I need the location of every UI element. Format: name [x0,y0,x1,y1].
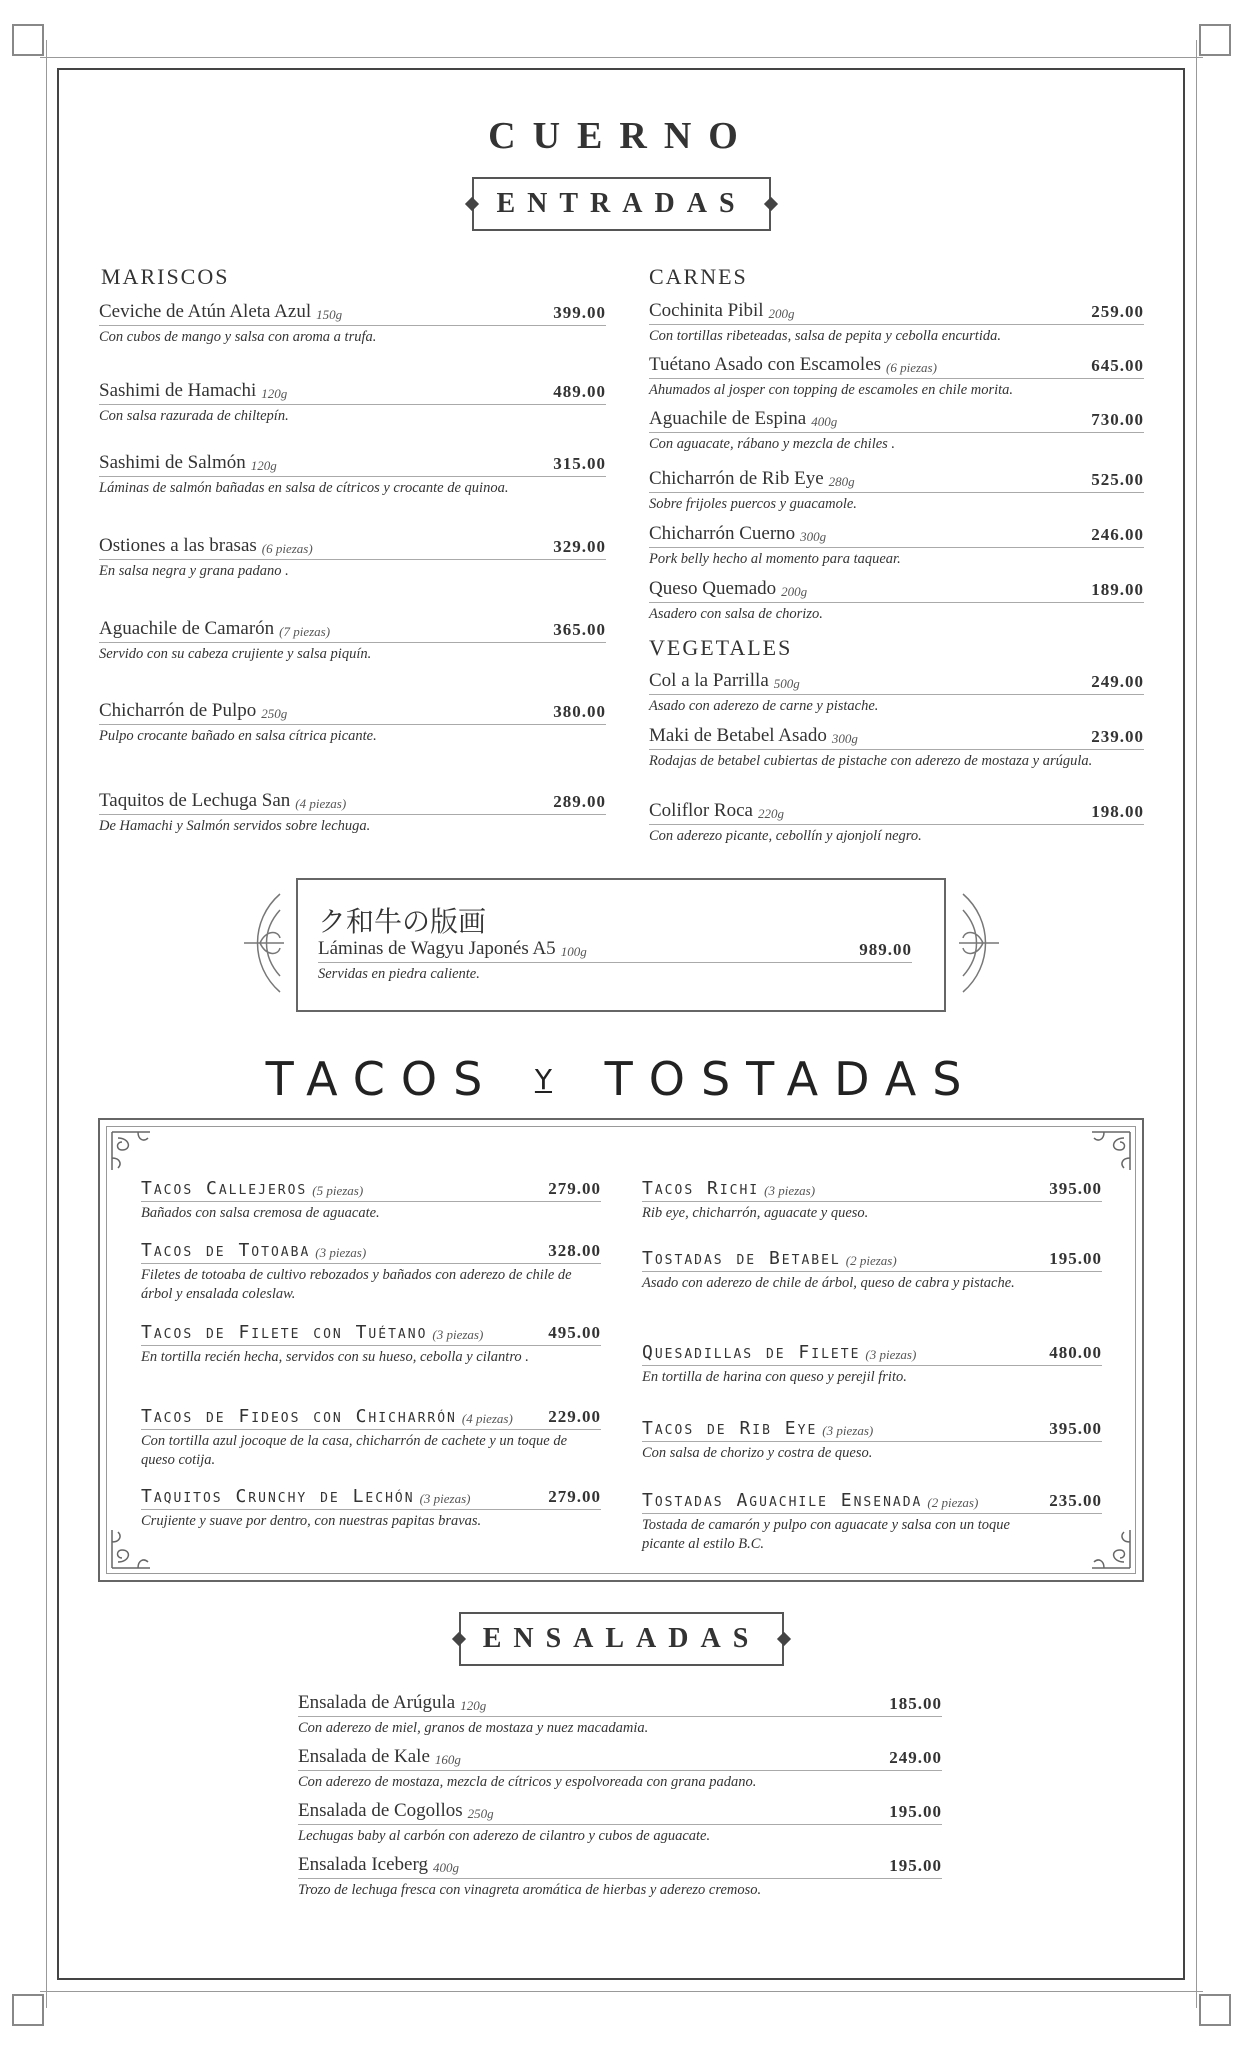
flourish-ornament-left [240,890,288,996]
carnes-item [649,468,1144,514]
item-weight: 500g [773,676,800,691]
carnes-item [649,408,1144,454]
item-price: 399.00 [553,303,606,322]
item-desc: Pulpo crocante bañado en salsa cítrica picante. [99,728,377,744]
ensaladas-title: ENSALADAS [459,1612,785,1666]
flourish-ornament-right [955,890,1003,996]
outer-top-line [40,57,1203,58]
item-weight: 200g [768,306,795,321]
mariscos-item [99,380,606,426]
scroll-ornament-top-left [108,1128,154,1174]
item-price: 380.00 [553,702,606,721]
scroll-ornament-bottom-left [108,1526,154,1572]
item-price: 249.00 [1091,672,1144,691]
item-price: 525.00 [1091,470,1144,489]
carnes-item [649,300,1144,346]
item-name: Queso Quemado [649,578,777,599]
tacos-tostadas-title [0,1052,1243,1106]
item-name: Quesadillas de Filete [642,1342,861,1363]
outer-bottom-line [40,1991,1203,1992]
item-price: 239.00 [1091,727,1144,746]
item-weight: (6 piezas) [886,360,937,375]
item-name: Aguachile de Espina [649,408,807,429]
item-desc: Con aderezo de mostaza, mezcla de cítricos y espolvoreada con grana padano. [298,1774,757,1790]
item-weight: 400g [432,1860,459,1875]
item-desc: Lechugas baby al carbón con aderezo de cilantro y cubos de aguacate. [298,1828,711,1844]
item-weight: (7 piezas) [279,624,331,639]
item-name: Ensalada de Arúgula [298,1692,456,1713]
carnes-heading: CARNES [649,264,748,289]
item-name: Chicharrón de Rib Eye [649,468,824,489]
item-price: 189.00 [1091,580,1144,599]
entradas-title: ENTRADAS [472,177,770,231]
item-desc: Con aderezo de miel, granos de mostaza y nuez macadamia. [298,1720,649,1736]
mariscos-item [99,618,606,664]
vegetales-item [649,725,1144,771]
item-desc: En salsa negra y grana padano . [99,563,289,579]
item-price: 645.00 [1091,356,1144,375]
mariscos-item [99,700,606,746]
item-desc: Láminas de salmón bañadas en salsa de cítricos y crocante de quinoa. [99,480,509,496]
item-name: Chicharrón Cuerno [649,523,796,544]
item-desc: Con salsa razurada de chiltepín. [99,408,289,424]
item-name: Sashimi de Salmón [99,452,246,473]
item-weight: 300g [800,529,827,544]
mariscos-item [99,452,606,498]
taco-item [642,1418,1102,1463]
ensaladas-banner [0,1612,1243,1666]
item-desc: Pork belly hecho al momento para taquear. [649,551,901,567]
tacos-word: TACOS [265,1052,499,1106]
ensalada-item [298,1746,942,1792]
ensalada-item [298,1854,942,1900]
item-price: 279.00 [548,1487,601,1506]
item-weight: (3 piezas) [315,1245,367,1260]
item-price: 229.00 [548,1407,601,1426]
item-price: 480.00 [1049,1343,1102,1362]
item-name: Taquitos Crunchy de Lechón [141,1486,415,1507]
wagyu-title: ク和牛の版画 [318,905,487,938]
item-name: Coliflor Roca [649,800,753,821]
taco-item [642,1178,1102,1223]
item-price: 289.00 [553,792,606,811]
item-name: Tacos Callejeros [141,1178,308,1199]
item-weight: (4 piezas) [461,1411,513,1426]
corner-square-top-right [1199,24,1231,56]
item-weight: 220g [757,806,784,821]
item-desc: Servido con su cabeza crujiente y salsa piquín. [99,646,372,662]
item-weight: (2 piezas) [845,1253,897,1268]
taco-item [141,1486,601,1531]
item-desc: Bañados con salsa cremosa de aguacate. [141,1205,380,1221]
item-name: Tacos de Filete con Tuétano [141,1322,428,1343]
item-desc: Filetes de totoaba de cultivo rebozados y bañados con aderezo de chile de árbol y ensalada coleslaw. [141,1267,572,1302]
item-desc: Con tortillas ribeteadas, salsa de pepita y cebolla encurtida. [649,328,1001,344]
entradas-banner [0,177,1243,231]
item-name: Ensalada Iceberg [298,1854,428,1875]
item-name: Tostadas de Betabel [642,1248,841,1269]
item-price: 395.00 [1049,1179,1102,1198]
vegetales-item [649,670,1144,716]
item-name: Ceviche de Atún Aleta Azul [99,301,312,322]
item-desc: Rodajas de betabel cubiertas de pistache con aderezo de mostaza y arúgula. [649,753,1093,769]
item-name: Maki de Betabel Asado [649,725,827,746]
item-name: Taquitos de Lechuga San [99,790,291,811]
item-weight: 120g [261,386,288,401]
corner-square-top-left [12,24,44,56]
item-weight: 300g [831,731,858,746]
item-name: Col a la Parrilla [649,670,769,691]
scroll-ornament-top-right [1088,1128,1134,1174]
item-desc: De Hamachi y Salmón servidos sobre lechuga. [99,818,371,834]
tostadas-word: TOSTADAS [604,1052,978,1106]
item-weight: 280g [828,474,855,489]
wagyu-price: 989.00 [859,940,912,959]
item-price: 249.00 [889,1748,942,1767]
item-weight: (3 piezas) [764,1183,816,1198]
item-price: 365.00 [553,620,606,639]
item-weight: 400g [811,414,838,429]
ensalada-item [298,1800,942,1846]
item-weight: (3 piezas) [822,1423,874,1438]
taco-item [141,1240,601,1304]
item-price: 315.00 [553,454,606,473]
vegetales-item [649,800,1144,846]
item-name: Tacos Richi [642,1178,760,1199]
item-price: 279.00 [548,1179,601,1198]
item-price: 328.00 [548,1241,601,1260]
carnes-item [649,354,1144,400]
mariscos-item [99,535,606,581]
corner-square-bottom-right [1199,1994,1231,2026]
item-desc: Con tortilla azul jocoque de la casa, chicharrón de cachete y un toque de queso cotija. [141,1433,568,1468]
item-price: 246.00 [1091,525,1144,544]
taco-item [141,1178,601,1223]
item-weight: (3 piezas) [865,1347,917,1362]
outer-left-line [46,40,47,2008]
item-name: Ensalada de Kale [298,1746,430,1767]
item-weight: (3 piezas) [432,1327,484,1342]
item-price: 195.00 [1049,1249,1102,1268]
taco-item [642,1490,1102,1554]
item-name: Sashimi de Hamachi [99,380,257,401]
item-name: Cochinita Pibil [649,300,764,321]
item-desc: Con aguacate, rábano y mezcla de chiles . [649,436,896,452]
taco-item [642,1342,1102,1387]
outer-right-line [1196,40,1197,2008]
item-weight: (3 piezas) [419,1491,471,1506]
wagyu-feature-box [296,878,946,1012]
item-price: 329.00 [553,537,606,556]
brand-title: CUERNO [488,115,755,157]
carnes-item [649,578,1144,624]
carnes-item [649,523,1144,569]
wagyu-desc: Servidas en piedra caliente. [318,966,480,982]
mariscos-item [99,790,606,836]
item-desc: Crujiente y suave por dentro, con nuestras papitas bravas. [141,1513,482,1529]
item-desc: Sobre frijoles puercos y guacamole. [649,496,857,512]
item-desc: Trozo de lechuga fresca con vinagreta aromática de hierbas y aderezo cremoso. [298,1882,762,1898]
item-price: 185.00 [889,1694,942,1713]
item-desc: Con cubos de mango y salsa con aroma a trufa. [99,329,377,345]
item-name: Tacos de Rib Eye [642,1418,818,1439]
item-desc: Con aderezo picante, cebollín y ajonjolí negro. [649,828,922,844]
item-name: Chicharrón de Pulpo [99,700,257,721]
mariscos-heading: MARISCOS [101,264,230,289]
item-weight: 250g [467,1806,494,1821]
y-word: Y [534,1063,553,1096]
item-desc: En tortilla de harina con queso y perejil frito. [642,1369,907,1385]
mariscos-item [99,301,606,347]
item-price: 730.00 [1091,410,1144,429]
item-name: Aguachile de Camarón [99,618,275,639]
item-price: 395.00 [1049,1419,1102,1438]
taco-item [141,1406,601,1470]
item-weight: 120g [460,1698,487,1713]
item-weight: 120g [250,458,277,473]
item-price: 489.00 [553,382,606,401]
item-name: Tuétano Asado con Escamoles [649,354,882,375]
item-price: 495.00 [548,1323,601,1342]
ensalada-item [298,1692,942,1738]
wagyu-item [318,938,912,984]
item-price: 235.00 [1049,1491,1102,1510]
item-price: 195.00 [889,1856,942,1875]
item-desc: Con salsa de chorizo y costra de queso. [642,1445,873,1461]
item-price: 195.00 [889,1802,942,1821]
item-desc: Rib eye, chicharrón, aguacate y queso. [642,1205,869,1221]
item-weight: 160g [434,1752,461,1767]
corner-square-bottom-left [12,1994,44,2026]
item-name: Tostadas Aguachile Ensenada [642,1490,923,1511]
item-weight: (6 piezas) [261,541,313,556]
item-desc: Asado con aderezo de carne y pistache. [649,698,879,714]
item-weight: 200g [781,584,808,599]
item-weight: 250g [261,706,288,721]
item-name: Ostiones a las brasas [99,535,257,556]
item-weight: (4 piezas) [295,796,347,811]
taco-item [642,1248,1102,1293]
taco-item [141,1322,601,1367]
item-name: Ensalada de Cogollos [298,1800,463,1821]
item-desc: En tortilla recién hecha, servidos con su hueso, cebolla y cilantro . [141,1349,529,1365]
wagyu-name: Láminas de Wagyu Japonés A5 [318,938,556,959]
item-weight: (2 piezas) [927,1495,979,1510]
item-name: Tacos de Fideos con Chicharrón [141,1406,457,1427]
item-weight: 150g [316,307,343,322]
item-weight: (5 piezas) [312,1183,364,1198]
item-desc: Asado con aderezo de chile de árbol, queso de cabra y pistache. [642,1275,1015,1291]
wagyu-weight: 100g [560,944,587,959]
item-desc: Tostada de camarón y pulpo con aguacate y salsa con un toque picante al estilo B.C. [642,1517,1010,1552]
item-desc: Ahumados al josper con topping de escamoles en chile morita. [649,382,1014,398]
vegetales-heading: VEGETALES [649,635,793,660]
item-name: Tacos de Totoaba [141,1240,311,1261]
item-price: 259.00 [1091,302,1144,321]
item-price: 198.00 [1091,802,1144,821]
item-desc: Asadero con salsa de chorizo. [649,606,823,622]
